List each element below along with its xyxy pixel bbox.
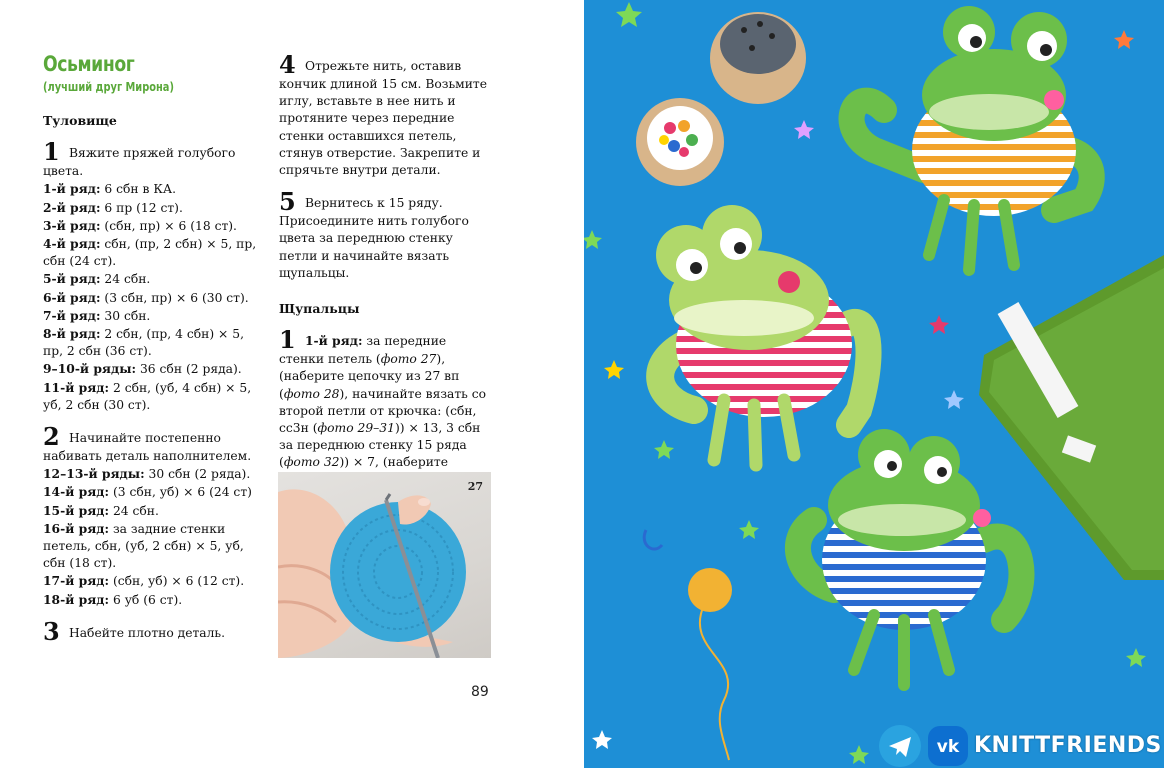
frogs-photo-illustration [584, 0, 1164, 768]
row-line: 15-й ряд: 24 сбн. [43, 502, 159, 518]
row-line: 9–10-й ряды: 36 сбн (2 ряда). [43, 361, 242, 377]
row-line: 4-й ряд: сбн, (пр, 2 сбн) × 5, пр, сбн (24 ст). [43, 236, 257, 269]
step-2 [43, 422, 258, 465]
pincushion [710, 12, 806, 104]
page-number: 89 [471, 684, 489, 700]
step-text: Начинайте постепенно набивать деталь наполнителем. [43, 431, 252, 464]
photo-ref: фото 29–31 [317, 421, 395, 436]
step-1 [43, 137, 258, 180]
row-line: 8-й ряд: 2 сбн, (пр, 4 сбн) × 5, пр, 2 сбн (36 ст). [43, 326, 244, 359]
step-5 [279, 187, 494, 282]
row-line: 16-й ряд: за задние стенки петель, сбн, (уб, 2 сбн) × 5, уб, сбн (18 ст). [43, 520, 244, 571]
step-text: Набейте плотно деталь. [69, 625, 226, 640]
pattern-title: Осьминог [43, 52, 135, 76]
step-number: 4 [279, 50, 296, 79]
row-line: 18-й ряд: 6 уб (6 ст). [43, 591, 183, 607]
step-text: Отрежьте нить, оставив кончик длиной 15 см. Возьмите иглу, вставьте в нее нить и протяните через передние стенки оставшихся петель, стянув отверстие. Закрепите и спрячьте внутри детали. [279, 59, 487, 178]
step-text: Вяжите пряжей голубого цвета. [43, 146, 236, 179]
section-heading-tentacles: Щупальцы [279, 301, 360, 317]
row-line: 5-й ряд: 24 сбн. [43, 271, 151, 287]
crochet-photo [278, 472, 491, 658]
row-line: 11-й ряд: 2 сбн, (уб, 4 сбн) × 5, уб, 2 сбн (30 ст). [43, 379, 252, 412]
column-1 [43, 112, 258, 646]
row-line: 17-й ряд: (сбн, уб) × 6 (12 ст). [43, 573, 245, 589]
photo-ref: фото 32 [283, 455, 340, 470]
rows-block-2 [43, 465, 258, 609]
row-line: 12–13-й ряды: 30 сбн (2 ряда). [43, 466, 251, 482]
section-heading-body: Туловище [43, 113, 117, 128]
row-line: 14-й ряд: (3 сбн, уб) × 6 (24 ст) [43, 484, 252, 500]
crochet-photo-illustration [278, 472, 491, 658]
photo-number: 27 [467, 480, 483, 493]
step-number: 3 [43, 616, 60, 646]
step-4 [279, 50, 494, 179]
step-number: 2 [43, 422, 60, 452]
pattern-subtitle: (лучший друг Мирона) [43, 80, 174, 94]
brand-name: KNITTFRIENDS [974, 733, 1162, 758]
social-icons [878, 724, 974, 768]
row-label: 1-й ряд: [305, 333, 363, 349]
row-line: 1-й ряд: 6 сбн в КА. [43, 181, 177, 197]
left-page [0, 0, 584, 768]
frogs-photo [584, 0, 1164, 768]
photo-ref: фото 28 [283, 386, 340, 401]
svg-text:vk: vk [936, 737, 960, 757]
column-2 [279, 50, 494, 506]
row-line: 2-й ряд: 6 пр (12 ст). [43, 199, 183, 215]
step-number: 1 [279, 325, 296, 355]
rows-block-1 [43, 180, 258, 414]
button-jar [636, 98, 724, 186]
step-number: 5 [279, 187, 296, 217]
photo-ref: фото 27 [380, 352, 437, 367]
row-line: 6-й ряд: (3 сбн, пр) × 6 (30 ст). [43, 289, 249, 305]
step-number: 1 [43, 137, 60, 167]
row-line: 3-й ряд: (сбн, пр) × 6 (18 ст). [43, 217, 237, 233]
step-tentacles-1: 1 1-й ряд: за передние стенки петель (фото 27), (наберите цепочку из 27 вп (фото 28), начинайте вязать со второй петли от крючка: (сбн, сс3н (фото 29–31)) × 13, 3 сбн за переднюю стенку 15 ряда (фото 32)) × 7, (наберите [279, 325, 487, 470]
step-text: Вернитесь к 15 ряду. Присоедините нить голубого цвета за переднюю стенку петли и начинайте вязать щупальцы. [279, 196, 469, 280]
row-line: 7-й ряд: 30 сбн. [43, 307, 151, 323]
step-3 [43, 616, 258, 646]
